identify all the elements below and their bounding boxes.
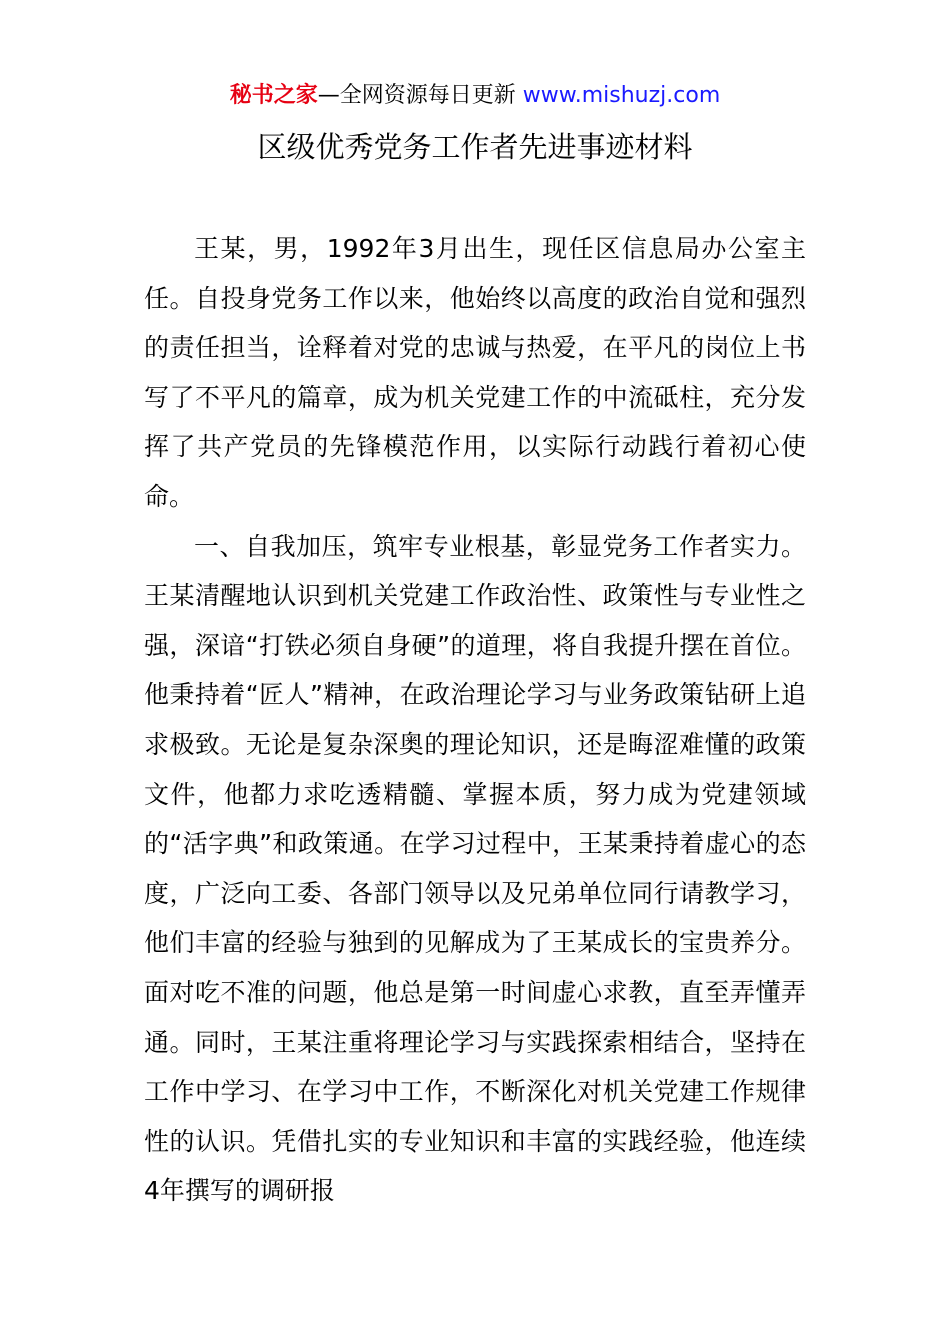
site-url[interactable]: www.mishuzj.com (515, 83, 721, 108)
document-body (144, 224, 806, 1216)
document-title: 区级优秀党务工作者先进事迹材料 (257, 130, 693, 164)
site-brand: 秘书之家 (229, 83, 318, 108)
site-tagline: —全网资源每日更新 (317, 83, 516, 108)
site-header (0, 82, 950, 110)
paragraph-section-one: 一、自我加压，筑牢专业根基，彰显党务工作者实力。王某清醒地认识到机关党建工作政治性、政策性与专业性之强，深谙“打铁必须自身硬”的道理，将自我提升摆在首位。他秉持着“匠人”精神，在政治理论学习与业务政策钻研上追求极致。无论是复杂深奥的理论知识，还是晦涩难懂的政策文件，他都力求吃透精髓、掌握本质，努力成为党建领域的“活字典”和政策通。在学习过程中，王某秉持着虚心的态度，广泛向工委、各部门领导以及兄弟单位同行请教学习，他们丰富的经验与独到的见解成为了王某成长的宝贵养分。面对吃不准的问题，他总是第一时间虚心求教，直至弄懂弄通。同时，王某注重将理论学习与实践探索相结合，坚持在工作中学习、在学习中工作，不断深化对机关党建工作规律性的认识。凭借扎实的专业知识和丰富的实践经验，他连续4年撰写的调研报 (144, 531, 806, 1206)
paragraph-intro: 王某，男，1992年3月出生，现任区信息局办公室主任。自投身党务工作以来，他始终以高度的政治自觉和强烈的责任担当，诠释着对党的忠诚与热爱，在平凡的岗位上书写了不平凡的篇章，成为机关党建工作的中流砥柱，充分发挥了共产党员的先锋模范作用，以实际行动践行着初心使命。 (144, 234, 806, 511)
